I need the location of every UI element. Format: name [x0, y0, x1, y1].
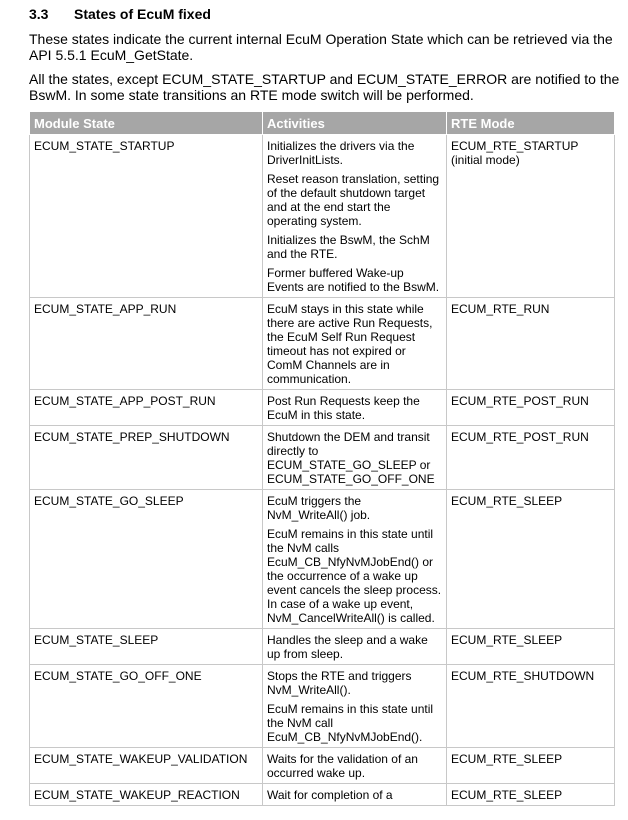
notification-paragraph: All the states, except ECUM_STATE_STARTUP and ECUM_STATE_ERROR are notified to the BswM. In some state transitions an RTE mode switch will be performed.: [29, 71, 620, 103]
activities-cell: [263, 748, 447, 784]
activity-text: Former buffered Wake-up Events are notified to the BswM.: [267, 266, 440, 294]
activities-cell: [263, 490, 447, 629]
table-row: [30, 748, 615, 784]
module-state-cell: ECUM_STATE_GO_SLEEP: [30, 490, 263, 629]
header-module-state: Module State: [30, 112, 263, 135]
rte-mode-cell: ECUM_RTE_SLEEP: [447, 748, 615, 784]
rte-mode-cell: ECUM_RTE_POST_RUN: [447, 426, 615, 490]
states-table: [29, 111, 615, 806]
activities-cell: [263, 629, 447, 665]
activity-text: EcuM remains in this state until the NvM call EcuM_CB_NfyNvMJobEnd().: [267, 702, 434, 744]
module-state-cell: ECUM_STATE_APP_POST_RUN: [30, 390, 263, 426]
table-row: [30, 784, 615, 806]
table-body: [30, 135, 615, 806]
module-state-cell: ECUM_STATE_PREP_SHUTDOWN: [30, 426, 263, 490]
rte-mode-cell: ECUM_RTE_POST_RUN: [447, 390, 615, 426]
activity-text: Wait for completion of a: [267, 788, 393, 802]
module-state-cell: ECUM_STATE_WAKEUP_VALIDATION: [30, 748, 263, 784]
activities-cell: [263, 135, 447, 298]
activity-text: Handles the sleep and a wake up from sleep.: [267, 633, 428, 661]
section-heading: [29, 6, 620, 22]
activity-text: Waits for the validation of an occurred wake up.: [267, 752, 418, 780]
header-rte-mode: RTE Mode: [447, 112, 615, 135]
activity-text: EcuM remains in this state until the NvM calls EcuM_CB_NfyNvMJobEnd() or the occurrence of a wake up event cancels the sleep process. In case of a wake up event, NvM_CancelWriteAll() is called.: [267, 527, 442, 625]
activities-cell: [263, 784, 447, 806]
module-state-cell: ECUM_STATE_GO_OFF_ONE: [30, 665, 263, 748]
rte-mode-cell: ECUM_RTE_STARTUP (initial mode): [447, 135, 615, 298]
table-row: [30, 629, 615, 665]
table-header-row: [30, 112, 615, 135]
table-row: [30, 390, 615, 426]
rte-mode-cell: ECUM_RTE_SHUTDOWN: [447, 665, 615, 748]
rte-mode-cell: ECUM_RTE_SLEEP: [447, 490, 615, 629]
activity-text: EcuM triggers the NvM_WriteAll() job.: [267, 494, 371, 522]
rte-mode-cell: ECUM_RTE_RUN: [447, 298, 615, 390]
activities-cell: [263, 665, 447, 748]
rte-mode-cell: ECUM_RTE_SLEEP: [447, 629, 615, 665]
activity-text: EcuM stays in this state while there are active Run Requests, the EcuM Self Run Request timeout has not expired or ComM Channels are in communication.: [267, 302, 433, 386]
activities-cell: [263, 426, 447, 490]
section-number: 3.3: [29, 6, 49, 22]
table-row: [30, 665, 615, 748]
activity-text: Initializes the drivers via the DriverInitLists.: [267, 139, 415, 167]
table-row: [30, 426, 615, 490]
activity-text: Initializes the BswM, the SchM and the RTE.: [267, 233, 430, 261]
activity-text: Stops the RTE and triggers NvM_WriteAll().: [267, 669, 412, 697]
table-row: [30, 135, 615, 298]
section-title: States of EcuM fixed: [74, 6, 211, 22]
activity-text: Reset reason translation, setting of the default shutdown target and at the end start the operating system.: [267, 172, 440, 228]
activities-cell: [263, 298, 447, 390]
table-row: [30, 298, 615, 390]
activity-text: Shutdown the DEM and transit directly to ECUM_STATE_GO_SLEEP or ECUM_STATE_GO_OFF_ONE: [267, 430, 435, 486]
module-state-cell: ECUM_STATE_SLEEP: [30, 629, 263, 665]
activity-text: Post Run Requests keep the EcuM in this state.: [267, 394, 420, 422]
header-activities: Activities: [263, 112, 447, 135]
intro-paragraph: These states indicate the current internal EcuM Operation State which can be retrieved via the API 5.5.1 EcuM_GetState.: [29, 31, 613, 63]
module-state-cell: ECUM_STATE_APP_RUN: [30, 298, 263, 390]
table-row: [30, 490, 615, 629]
activities-cell: [263, 390, 447, 426]
rte-mode-cell: ECUM_RTE_SLEEP: [447, 784, 615, 806]
module-state-cell: ECUM_STATE_STARTUP: [30, 135, 263, 298]
module-state-cell: ECUM_STATE_WAKEUP_REACTION: [30, 784, 263, 806]
